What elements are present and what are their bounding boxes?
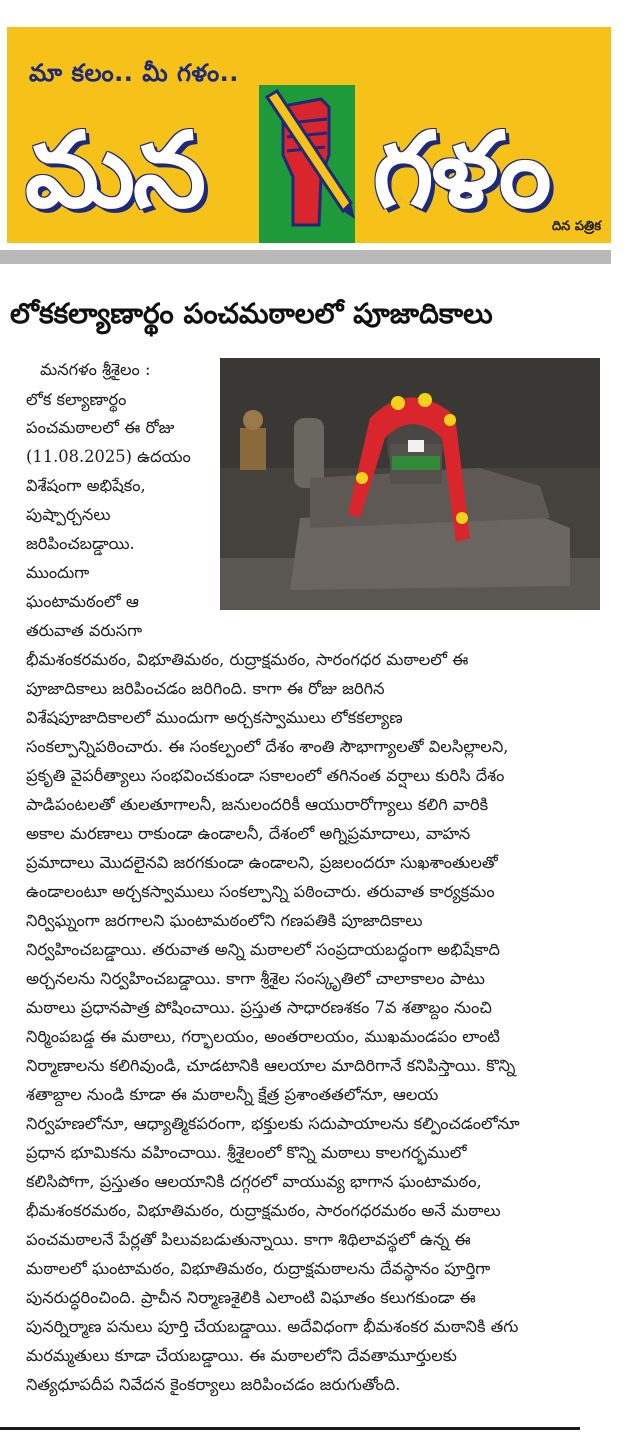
article-line: జరిపించబడ్డాయి.	[26, 534, 135, 553]
article-line: మఠాలు ప్రధానపాత్ర పోషించాయి. ప్రస్తుత సాధారణశకం 7వ శతాబ్దం నుంచి	[26, 998, 492, 1017]
masthead-divider	[0, 250, 611, 264]
article-line: విశేషపూజాదికాలలో ముందుగా అర్చకస్వాములు లోకకల్యాణ	[26, 708, 403, 727]
article-line: ఘంటామఠంలో ఆ	[26, 592, 139, 611]
article-line: విశేషంగా అభిషేకం,	[26, 476, 146, 495]
article-line: ప్రకృతి వైపరీత్యాలు సంభవించకుండా సకాలంలో తగినంత వర్షాలు కురిసి దేశం	[26, 766, 505, 785]
article-photo	[220, 358, 600, 610]
article-line: శతాబ్దాల నుండి కూడా ఈ మఠాలన్నీ క్షేత్ర ప్రశాంతతలోనూ, ఆలయ	[26, 1085, 439, 1104]
article-line: నిర్వహించబడ్డాయి. తరువాత అన్ని మఠాలలో సంప్రదాయబద్ధంగా అభిషేకాది	[26, 940, 500, 959]
article-line: అర్చనలను నిర్వహించబడ్డాయి. కాగా శ్రీశైల సంస్కృతిలో చాలాకాలం పాటు	[26, 969, 485, 988]
article-line: కలిసిపోగా, ప్రస్తుతం ఆలయానికి దగ్గరలో వాయువ్య భాగాన ఘంటామఠం,	[26, 1172, 482, 1191]
article-line: సంకల్పాన్నిపఠించారు. ఈ సంకల్పంలో దేశం శాంతి సౌభాగ్యాలతో విలసిల్లాలని,	[26, 737, 509, 756]
article-line: ప్రధాన భూమికను వహించాయి. శ్రీశైలంలో కొన్ని మఠాలు కాలగర్భములో	[26, 1143, 467, 1162]
article-line: నిర్మింపబడ్డ ఈ మఠాలు, గర్భాలయం, అంతరాలయం, ముఖమండపం లాంటి	[26, 1027, 500, 1046]
masthead-tagline: మా కలం.. మీ గళం..	[29, 59, 239, 87]
article-line: పంచమఠాలలో ఈ రోజు	[26, 418, 175, 437]
article-line: పంచమఠాలనే పేర్లతో పిలువబడుతున్నాయి. కాగా శిథిలావస్థలో ఉన్న ఈ	[26, 1230, 471, 1249]
article-line: పుష్పార్చనలు	[26, 505, 111, 524]
article-line: పూజాదికాలు జరిపించడం జరిగింది. కాగా ఈ రోజు జరిగిన	[26, 679, 385, 698]
masthead-sub-label: దిన పత్రిక	[551, 219, 601, 234]
article-line: నిత్యధూపదీప నివేదన కైంకర్యాలు జరిపించడం జరుగుతోంది.	[26, 1375, 401, 1394]
article-line: మఠాలలో ఘంటామఠం, విభూతిమఠం, రుద్రాక్షమఠాలను దేవస్థానం పూర్తిగా	[26, 1259, 491, 1278]
raised-fist-with-pencil-icon	[259, 85, 355, 243]
article-line: (11.08.2025) ఉదయం	[26, 447, 191, 466]
article-line: ప్రమాదాలు మొదలైనవి జరగకుండా ఉండాలని, ప్రజలందరూ సుఖశాంతులతో	[26, 853, 498, 872]
article-headline: లోకకల్యాణార్థం పంచమఠాలలో పూజాదికాలు	[10, 297, 493, 330]
article-line: మనగళం శ్రీశైలం :	[40, 360, 151, 379]
article-line: లోక కల్యాణార్థం	[26, 390, 127, 409]
masthead-brand-left: మన	[25, 109, 205, 231]
article-line: పాడిపంటలతో తులతూగాలనీ, జనులందరికీ ఆయురారోగ్యాలు కలిగి వారికి	[26, 795, 489, 814]
masthead	[7, 27, 611, 243]
article-line: భీమశంకరమఠం, విభూతిమఠం, రుద్రాక్షమఠం, సారంగధరమఠం అనే మఠాలు	[26, 1201, 501, 1220]
article-line: ఉండాలంటూ అర్చకస్వాములు సంకల్పాన్ని పఠించారు. తరువాత కార్యక్రమం	[26, 882, 495, 901]
article-line: నిర్వహణలోనూ, ఆధ్యాత్మికపరంగా, భక్తులకు సదుపాయాలను కల్పించడంలోనూ	[26, 1114, 520, 1133]
article-line: భీమశంకరమఠం, విభూతిమఠం, రుద్రాక్షమఠం, సారంగధర మఠాలలో ఈ	[26, 650, 469, 669]
article-line: ముందుగా	[26, 563, 90, 582]
article-line: పునర్నిర్మాణ పనులు పూర్తి చేయబడ్డాయి. అదేవిధంగా భీమశంకర మఠానికి తగు	[26, 1317, 519, 1336]
article-line: తరువాత వరుసగా	[26, 621, 143, 640]
article-line: పునరుద్ధరించింది. ప్రాచీన నిర్మాణశైలికి ఎలాంటి విఘాతం కలుగకుండా ఈ	[26, 1288, 476, 1307]
article-line: నిర్విఘ్నంగా జరగాలని ఘంటామఠంలోని గణపతికి పూజాదికాలు	[26, 911, 423, 930]
article-line: అకాల మరణాలు రాకుండా ఉండాలనీ, దేశంలో అగ్నిప్రమాదాలు, వాహన	[26, 824, 471, 843]
footer-divider	[0, 1427, 580, 1430]
article-line: నిర్మాణాలను కలిగివుండి, చూడటానికి ఆలయాల మాదిరిగానే కనిపిస్తాయి. కొన్ని	[26, 1056, 516, 1075]
article-line: మరమ్మతులు కూడా చేయబడ్డాయి. ఈ మఠాలలోని దేవతామూర్తులకు	[26, 1346, 457, 1365]
masthead-brand-right: గళం	[373, 109, 550, 231]
